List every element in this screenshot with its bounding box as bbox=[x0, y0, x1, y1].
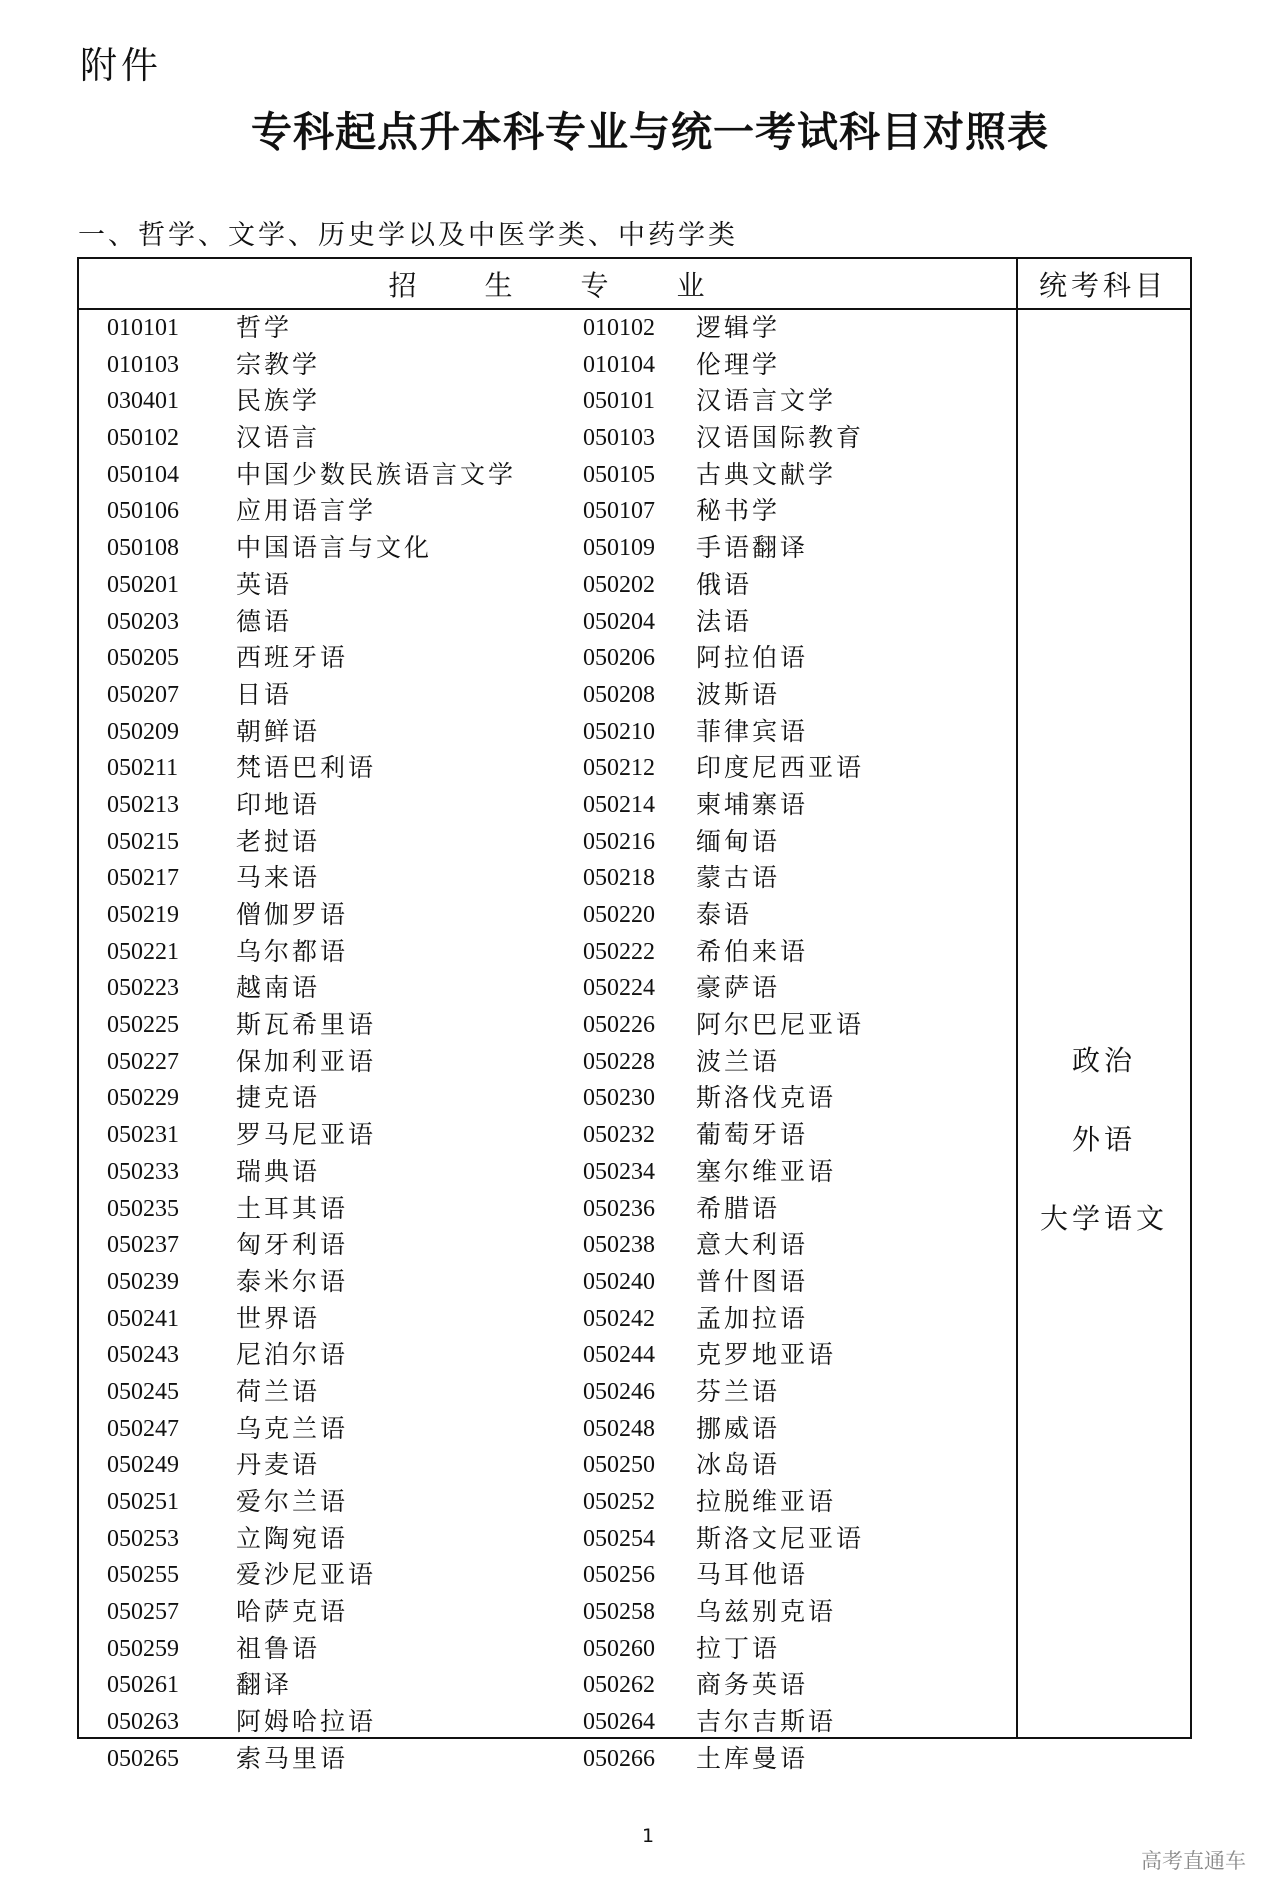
major-code: 050253 bbox=[107, 1525, 179, 1552]
major-code: 050227 bbox=[107, 1048, 179, 1075]
major-code: 050217 bbox=[107, 865, 179, 892]
major-name: 阿拉伯语 bbox=[696, 643, 809, 673]
major-code: 050103 bbox=[583, 425, 655, 452]
major-code: 050102 bbox=[107, 425, 179, 452]
major-code: 050205 bbox=[107, 645, 179, 672]
table-row bbox=[79, 640, 1016, 677]
table-row bbox=[79, 1667, 1016, 1704]
major-code: 050108 bbox=[107, 535, 179, 562]
major-name: 俄语 bbox=[696, 569, 753, 599]
major-name: 爱尔兰语 bbox=[236, 1487, 349, 1516]
major-name: 立陶宛语 bbox=[236, 1523, 349, 1553]
exam-subject-college-chinese: 大学语文 bbox=[1039, 1202, 1168, 1235]
major-name: 乌兹别克语 bbox=[696, 1597, 837, 1627]
major-name: 手语翻译 bbox=[696, 533, 809, 563]
major-code: 050257 bbox=[107, 1599, 179, 1626]
table-row bbox=[79, 604, 1016, 641]
major-name: 世界语 bbox=[236, 1303, 321, 1333]
major-code: 050225 bbox=[107, 1012, 179, 1039]
major-code: 050212 bbox=[583, 755, 655, 782]
page-title: 专科起点升本科专业与统一考试科目对照表 bbox=[251, 108, 1049, 156]
table-row bbox=[79, 1301, 1016, 1338]
major-code: 050243 bbox=[107, 1342, 179, 1369]
major-code: 050224 bbox=[583, 975, 655, 1002]
table-row bbox=[79, 824, 1016, 861]
table-row bbox=[79, 1411, 1016, 1448]
table-row bbox=[79, 1264, 1016, 1301]
major-code: 050214 bbox=[583, 791, 655, 818]
table-row bbox=[79, 1521, 1016, 1558]
major-name: 吉尔吉斯语 bbox=[696, 1707, 837, 1737]
major-code: 050216 bbox=[583, 828, 655, 855]
major-code: 050251 bbox=[107, 1489, 179, 1515]
major-name: 应用语言学 bbox=[236, 496, 377, 526]
major-name: 菲律宾语 bbox=[696, 716, 809, 746]
major-name: 日语 bbox=[236, 679, 293, 709]
major-name: 逻辑学 bbox=[696, 313, 781, 342]
major-name: 挪威语 bbox=[696, 1413, 781, 1443]
major-name: 古典文献学 bbox=[696, 459, 837, 489]
page-number: 1 bbox=[642, 1825, 655, 1847]
major-code: 050247 bbox=[107, 1415, 179, 1442]
table-row bbox=[79, 1117, 1016, 1154]
major-code: 050230 bbox=[583, 1085, 655, 1112]
table-row bbox=[79, 970, 1016, 1007]
major-code: 050213 bbox=[107, 791, 179, 818]
major-name: 法语 bbox=[696, 606, 753, 636]
major-code: 050240 bbox=[583, 1268, 655, 1295]
major-code: 050263 bbox=[107, 1709, 179, 1736]
watermark: 高考直通车 bbox=[1141, 1849, 1246, 1873]
major-name: 秘书学 bbox=[696, 496, 781, 526]
major-exam-table bbox=[77, 257, 1192, 1773]
major-code: 050258 bbox=[583, 1599, 655, 1626]
major-code: 050232 bbox=[583, 1122, 655, 1149]
major-code: 050262 bbox=[583, 1672, 655, 1699]
major-code: 050222 bbox=[583, 938, 655, 965]
annex-label: 附件 bbox=[80, 44, 162, 87]
major-code: 010104 bbox=[583, 351, 655, 378]
table-row bbox=[79, 1080, 1016, 1117]
major-code: 010102 bbox=[583, 315, 655, 341]
major-name: 印地语 bbox=[236, 789, 321, 819]
major-code: 050236 bbox=[583, 1195, 655, 1222]
major-name: 马耳他语 bbox=[696, 1560, 809, 1590]
table-row bbox=[79, 1154, 1016, 1191]
major-code: 050256 bbox=[583, 1562, 655, 1589]
table-body bbox=[79, 310, 1016, 1778]
table-row bbox=[79, 714, 1016, 751]
major-name: 柬埔寨语 bbox=[696, 789, 809, 819]
table-row bbox=[79, 897, 1016, 934]
major-name: 瑞典语 bbox=[236, 1156, 321, 1186]
major-code: 050235 bbox=[107, 1195, 179, 1222]
major-name: 冰岛语 bbox=[696, 1450, 781, 1480]
header-exam-subjects: 统考科目 bbox=[1038, 268, 1167, 302]
major-code: 050107 bbox=[583, 498, 655, 525]
major-code: 050242 bbox=[583, 1305, 655, 1332]
major-name: 缅甸语 bbox=[696, 826, 781, 856]
major-name: 爱沙尼亚语 bbox=[236, 1560, 377, 1590]
major-code: 050109 bbox=[583, 535, 655, 562]
table-row bbox=[79, 383, 1016, 420]
table-row bbox=[79, 457, 1016, 494]
major-code: 050201 bbox=[107, 571, 179, 598]
table-row bbox=[79, 750, 1016, 787]
major-name: 商务英语 bbox=[696, 1670, 809, 1700]
major-name: 葡萄牙语 bbox=[696, 1120, 809, 1150]
major-name: 中国少数民族语言文学 bbox=[236, 459, 517, 489]
table-row bbox=[79, 567, 1016, 604]
major-code: 050223 bbox=[107, 975, 179, 1002]
table-row bbox=[79, 1447, 1016, 1484]
table-row bbox=[79, 1227, 1016, 1264]
major-name: 土耳其语 bbox=[236, 1193, 349, 1223]
table-row bbox=[79, 1594, 1016, 1631]
major-code: 050226 bbox=[583, 1012, 655, 1039]
major-code: 050233 bbox=[107, 1158, 179, 1185]
header-enrollment-major bbox=[79, 259, 1016, 308]
exam-subjects-cell bbox=[1018, 310, 1190, 1737]
major-code: 050234 bbox=[583, 1158, 655, 1185]
major-name: 斯瓦希里语 bbox=[236, 1010, 377, 1040]
exam-subject-politics: 政治 bbox=[1071, 1044, 1136, 1077]
major-name: 普什图语 bbox=[696, 1266, 809, 1296]
major-code: 050254 bbox=[583, 1525, 655, 1552]
table-row bbox=[79, 1044, 1016, 1081]
major-name: 荷兰语 bbox=[236, 1376, 321, 1406]
major-name: 波斯语 bbox=[696, 679, 781, 709]
major-name: 孟加拉语 bbox=[696, 1303, 809, 1333]
header-char: 业 bbox=[676, 268, 705, 302]
major-code: 050206 bbox=[583, 645, 655, 672]
major-name: 伦理学 bbox=[696, 349, 781, 379]
major-code: 050266 bbox=[583, 1745, 655, 1772]
major-name: 乌尔都语 bbox=[236, 936, 349, 966]
table-row bbox=[79, 787, 1016, 824]
major-name: 德语 bbox=[236, 606, 293, 636]
major-code: 050221 bbox=[107, 938, 179, 965]
major-code: 050264 bbox=[583, 1709, 655, 1736]
major-name: 僧伽罗语 bbox=[236, 900, 349, 929]
major-code: 050239 bbox=[107, 1268, 179, 1295]
major-code: 050245 bbox=[107, 1378, 179, 1405]
major-name: 波兰语 bbox=[696, 1046, 781, 1076]
major-name: 尼泊尔语 bbox=[236, 1340, 349, 1370]
table-row bbox=[79, 860, 1016, 897]
major-code: 050265 bbox=[107, 1745, 179, 1772]
header-char: 生 bbox=[484, 268, 513, 302]
major-code: 050208 bbox=[583, 681, 655, 708]
major-name: 拉丁语 bbox=[696, 1633, 781, 1663]
table-row bbox=[79, 530, 1016, 567]
table-row bbox=[79, 1007, 1016, 1044]
major-name: 哈萨克语 bbox=[236, 1597, 349, 1627]
major-code: 050210 bbox=[583, 718, 655, 745]
major-name: 斯洛文尼亚语 bbox=[696, 1523, 865, 1553]
major-name: 克罗地亚语 bbox=[696, 1340, 837, 1370]
major-code: 050228 bbox=[583, 1048, 655, 1075]
major-code: 050209 bbox=[107, 718, 179, 745]
table-row bbox=[79, 1191, 1016, 1228]
major-name: 汉语言文学 bbox=[696, 386, 837, 416]
major-name: 印度尼西亚语 bbox=[696, 753, 865, 783]
major-code: 050215 bbox=[107, 828, 179, 855]
major-name: 哲学 bbox=[236, 313, 293, 342]
major-code: 050207 bbox=[107, 681, 179, 708]
major-name: 老挝语 bbox=[236, 826, 321, 856]
major-code: 050220 bbox=[583, 902, 655, 928]
major-code: 050203 bbox=[107, 608, 179, 635]
major-name: 朝鲜语 bbox=[236, 716, 321, 746]
major-code: 050248 bbox=[583, 1415, 655, 1442]
major-name: 阿姆哈拉语 bbox=[236, 1707, 377, 1737]
major-name: 汉语国际教育 bbox=[696, 423, 865, 453]
major-code: 050250 bbox=[583, 1452, 655, 1479]
table-row bbox=[79, 1704, 1016, 1741]
major-code: 050252 bbox=[583, 1489, 655, 1515]
major-name: 塞尔维亚语 bbox=[696, 1156, 837, 1186]
major-code: 050105 bbox=[583, 461, 655, 488]
major-name: 拉脱维亚语 bbox=[696, 1487, 837, 1516]
table-row bbox=[79, 1337, 1016, 1374]
major-code: 050244 bbox=[583, 1342, 655, 1369]
major-code: 050261 bbox=[107, 1672, 179, 1699]
major-code: 010101 bbox=[107, 315, 179, 341]
major-name: 捷克语 bbox=[236, 1083, 321, 1113]
major-name: 罗马尼亚语 bbox=[236, 1120, 377, 1150]
major-code: 050246 bbox=[583, 1378, 655, 1405]
major-code: 050204 bbox=[583, 608, 655, 635]
major-code: 050260 bbox=[583, 1635, 655, 1662]
table-row bbox=[79, 934, 1016, 971]
table-row bbox=[79, 1557, 1016, 1594]
table-row bbox=[79, 1741, 1016, 1778]
major-name: 梵语巴利语 bbox=[236, 753, 377, 783]
major-name: 泰米尔语 bbox=[236, 1266, 349, 1296]
major-name: 泰语 bbox=[696, 900, 753, 929]
major-name: 西班牙语 bbox=[236, 643, 349, 673]
major-name: 蒙古语 bbox=[696, 863, 781, 893]
major-code: 010103 bbox=[107, 351, 179, 378]
table-row bbox=[79, 347, 1016, 384]
table-row bbox=[79, 1374, 1016, 1411]
major-code: 050219 bbox=[107, 902, 179, 928]
section-heading: 一、哲学、文学、历史学以及中医学类、中药学类 bbox=[78, 220, 738, 251]
header-char: 专 bbox=[580, 268, 609, 302]
major-name: 意大利语 bbox=[696, 1230, 809, 1260]
major-name: 豪萨语 bbox=[696, 973, 781, 1003]
major-code: 050229 bbox=[107, 1085, 179, 1112]
major-code: 050238 bbox=[583, 1232, 655, 1259]
major-name: 匈牙利语 bbox=[236, 1230, 349, 1260]
major-code: 050104 bbox=[107, 461, 179, 488]
major-name: 宗教学 bbox=[236, 349, 321, 379]
major-code: 050218 bbox=[583, 865, 655, 892]
major-code: 050249 bbox=[107, 1452, 179, 1479]
major-code: 050255 bbox=[107, 1562, 179, 1589]
major-code: 050237 bbox=[107, 1232, 179, 1259]
major-code: 050211 bbox=[107, 755, 179, 782]
major-name: 希伯来语 bbox=[696, 936, 809, 966]
major-name: 翻译 bbox=[236, 1670, 293, 1700]
major-name: 汉语言 bbox=[236, 423, 321, 453]
major-name: 中国语言与文化 bbox=[236, 533, 433, 563]
table-row bbox=[79, 1631, 1016, 1668]
major-name: 芬兰语 bbox=[696, 1376, 781, 1406]
table-row bbox=[79, 420, 1016, 457]
major-name: 越南语 bbox=[236, 973, 321, 1003]
major-name: 索马里语 bbox=[236, 1743, 349, 1773]
major-name: 马来语 bbox=[236, 863, 321, 893]
table-header bbox=[79, 259, 1190, 310]
exam-subject-foreign-language: 外语 bbox=[1071, 1123, 1136, 1156]
table-row bbox=[79, 310, 1016, 347]
major-code: 050101 bbox=[583, 388, 655, 415]
major-name: 民族学 bbox=[236, 386, 321, 416]
major-name: 英语 bbox=[236, 569, 293, 599]
table-row bbox=[79, 677, 1016, 714]
table-row bbox=[79, 1484, 1016, 1521]
major-code: 050241 bbox=[107, 1305, 179, 1332]
table-row bbox=[79, 493, 1016, 530]
major-code: 050231 bbox=[107, 1122, 179, 1149]
major-name: 保加利亚语 bbox=[236, 1046, 377, 1076]
major-code: 030401 bbox=[107, 388, 179, 415]
major-code: 050202 bbox=[583, 571, 655, 598]
major-name: 乌克兰语 bbox=[236, 1413, 349, 1443]
major-name: 丹麦语 bbox=[236, 1450, 321, 1480]
major-name: 斯洛伐克语 bbox=[696, 1083, 837, 1113]
major-name: 阿尔巴尼亚语 bbox=[696, 1010, 865, 1040]
header-char: 招 bbox=[388, 268, 417, 302]
major-name: 希腊语 bbox=[696, 1193, 781, 1223]
major-name: 土库曼语 bbox=[696, 1743, 809, 1773]
major-code: 050106 bbox=[107, 498, 179, 525]
major-name: 祖鲁语 bbox=[236, 1633, 321, 1663]
major-code: 050259 bbox=[107, 1635, 179, 1662]
